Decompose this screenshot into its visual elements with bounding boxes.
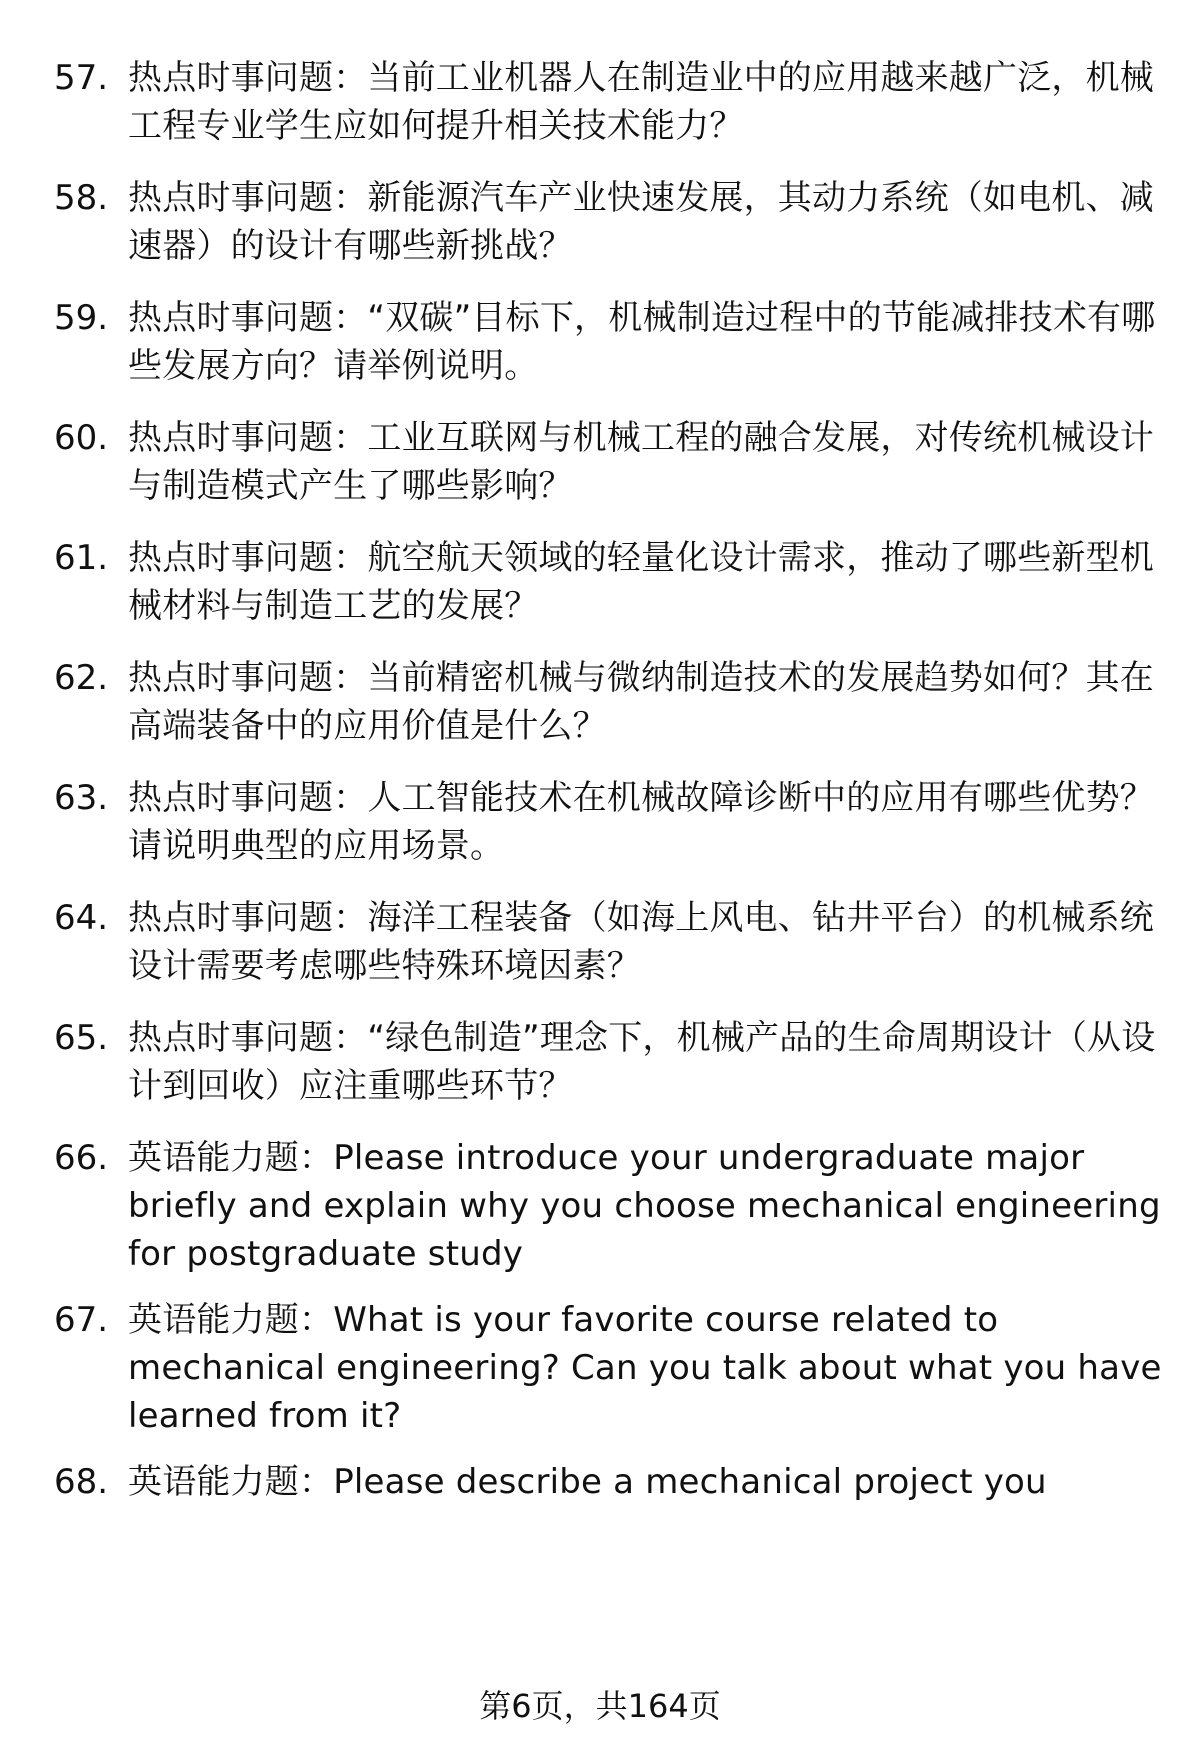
item-number: 64.: [54, 898, 109, 938]
item-text: 英语能力题：What is your favorite course related to mechanical engineering? Can you talk about what you have learned from it?: [128, 1300, 1162, 1436]
item-number: 59.: [54, 298, 109, 338]
page-number: 第6页，共164页: [479, 1687, 721, 1725]
item-text: 热点时事问题：“绿色制造”理念下，机械产品的生命周期设计（从设计到回收）应注重哪些环节？: [128, 1018, 1156, 1106]
item-text: 热点时事问题：海洋工程装备（如海上风电、钻井平台）的机械系统设计需要考虑哪些特殊环境因素？: [128, 898, 1154, 986]
item-text: 热点时事问题：人工智能技术在机械故障诊断中的应用有哪些优势？请说明典型的应用场景。: [128, 778, 1154, 866]
item-number: 58.: [54, 178, 109, 218]
item-number: 66.: [54, 1138, 109, 1178]
item-text: 热点时事问题：新能源汽车产业快速发展，其动力系统（如电机、减速器）的设计有哪些新挑战？: [128, 178, 1154, 266]
item-text: 热点时事问题：当前精密机械与微纳制造技术的发展趋势如何？其在高端装备中的应用价值是什么？: [128, 658, 1154, 746]
item-text: 热点时事问题：航空航天领域的轻量化设计需求，推动了哪些新型机械材料与制造工艺的发展？: [128, 538, 1154, 626]
item-text: 热点时事问题：“双碳”目标下，机械制造过程中的节能减排技术有哪些发展方向？请举例说明。: [128, 298, 1156, 386]
item-number: 65.: [54, 1018, 109, 1058]
item-text: 英语能力题：Please describe a mechanical project you: [128, 1462, 1047, 1502]
item-number: 63.: [54, 778, 109, 818]
item-number: 67.: [54, 1300, 109, 1340]
item-text: 英语能力题：Please introduce your undergraduate major briefly and explain why you choose mechanical engineering for postgraduate study: [128, 1138, 1161, 1274]
item-text: 热点时事问题：当前工业机器人在制造业中的应用越来越广泛，机械工程专业学生应如何提升相关技术能力？: [128, 58, 1154, 146]
item-number: 61.: [54, 538, 109, 578]
item-number: 60.: [54, 418, 109, 458]
item-number: 57.: [54, 58, 109, 98]
item-number: 62.: [54, 658, 109, 698]
item-text: 热点时事问题：工业互联网与机械工程的融合发展，对传统机械设计与制造模式产生了哪些影响？: [128, 418, 1154, 506]
item-number: 68.: [54, 1462, 109, 1502]
